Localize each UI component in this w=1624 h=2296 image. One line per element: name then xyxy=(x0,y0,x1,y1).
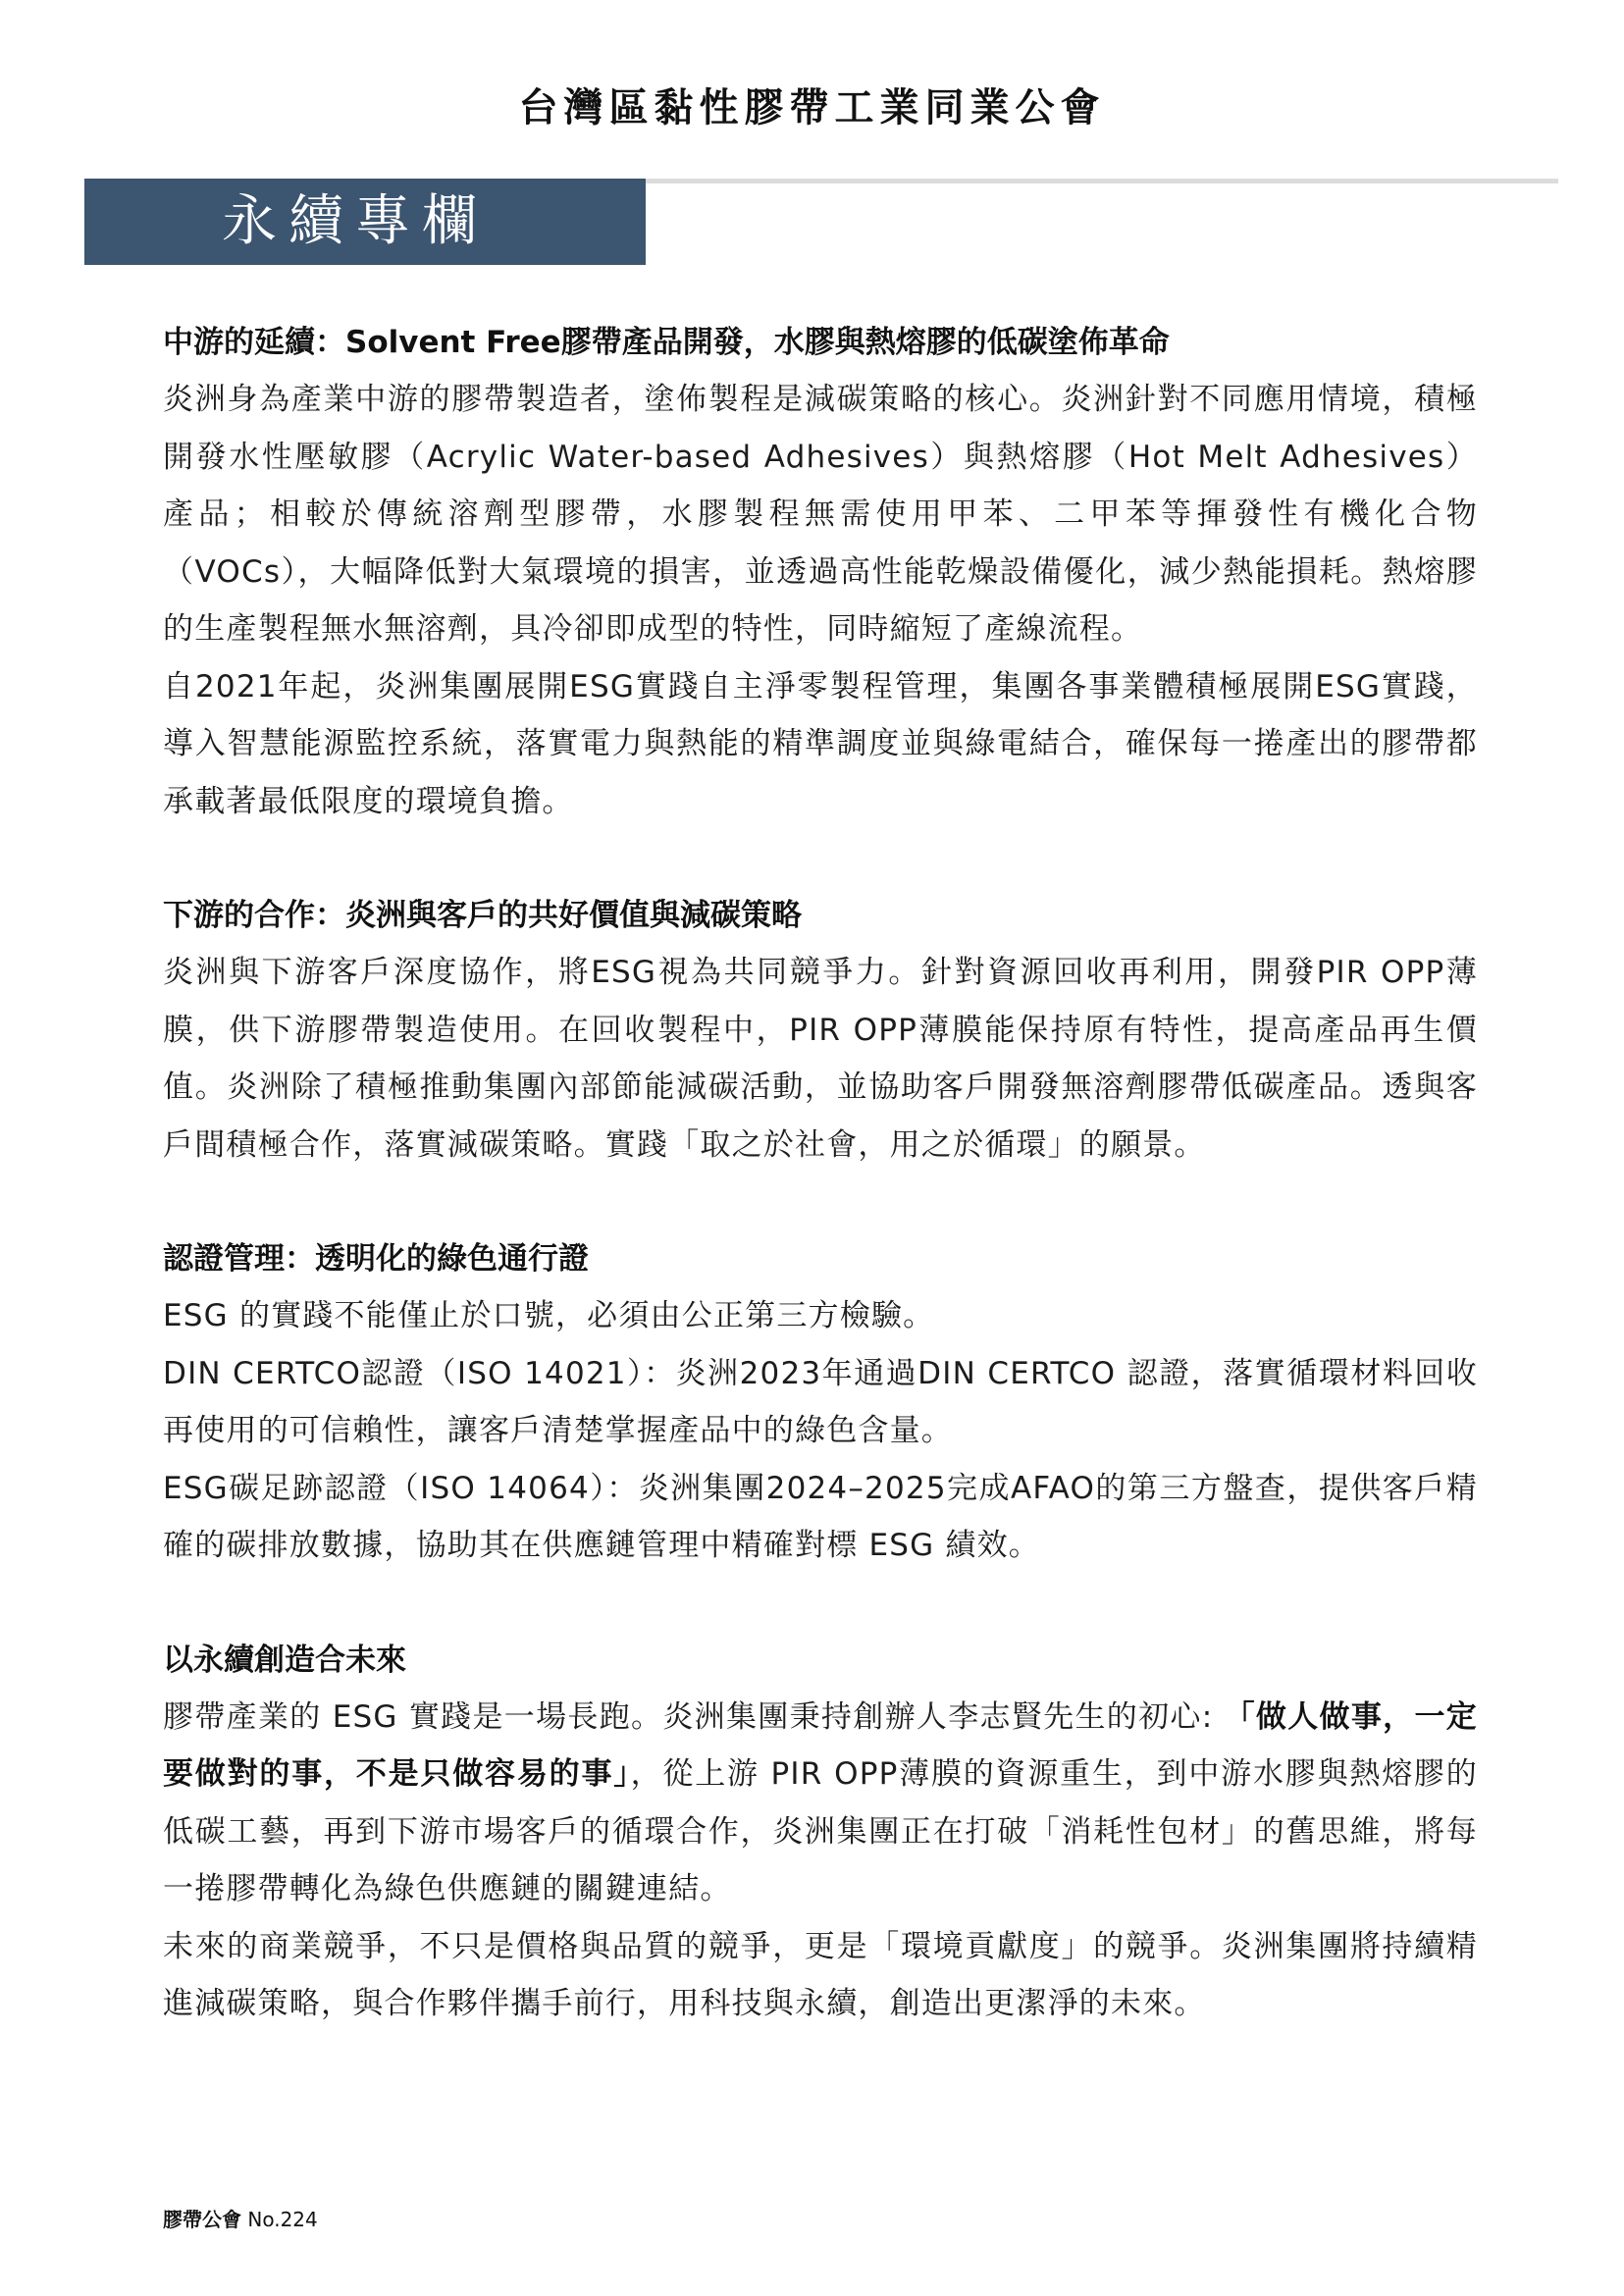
paragraph-tail: ，從上游 PIR OPP薄膜的資源重生，到中游水膠與熱熔膠的低碳工藝，再到下游市場客戶的循環合作，炎洲集團正在打破「消耗性包材」的舊思維，將每一捲膠帶轉化為綠色供應鏈的關鍵連結。 xyxy=(163,1756,1479,1906)
founder-quote: 「做人做事，一定要做對的事，不是只做容易的事」 xyxy=(163,1698,1478,1792)
section-heading: 下游的合作：炎洲與客戶的共好價值與減碳策略 xyxy=(163,898,802,933)
paragraph: ESG 的實踐不能僅止於口號，必須由公正第三方檢驗。 xyxy=(163,1298,935,1333)
section-midstream xyxy=(163,314,1478,830)
section-downstream xyxy=(163,887,1478,1174)
section-certification xyxy=(163,1230,1478,1575)
magazine-name: 膠帶公會 xyxy=(163,2208,241,2231)
column-title: 永續專欄 xyxy=(222,189,489,253)
paragraph: DIN CERTCO認證（ISO 14021）：炎洲2023年通過DIN CERTCO 認證，落實循環材料回收再使用的可信賴性，讓客戶清楚掌握產品中的綠色含量。 xyxy=(163,1355,1478,1448)
section-future xyxy=(163,1632,1478,2033)
paragraph: 炎洲身為產業中游的膠帶製造者，塗佈製程是減碳策略的核心。炎洲針對不同應用情境，積極開發水性壓敏膠（Acrylic Water-based Adhesives）與熱熔膠（Hot Melt Adhesives）產品；相較於傳統溶劑型膠帶，水膠製程無需使用甲苯、二甲苯等揮發性有機化合物（VOCs），大幅降低對大氣環境的損害，並透過高性能乾燥設備優化，減少熱能損耗。熱熔膠的生產製程無水無溶劑，具冷卻即成型的特性，同時縮短了產線流程。 xyxy=(163,382,1478,647)
section-heading: 以永續創造合未來 xyxy=(163,1642,406,1678)
paragraph: ESG碳足跡認證（ISO 14064）：炎洲集團2024–2025完成AFAO的第三方盤查，提供客戶精確的碳排放數據，協助其在供應鏈管理中精確對標 ESG 績效。 xyxy=(163,1470,1478,1563)
page-footer xyxy=(163,2204,318,2232)
paragraph xyxy=(163,1689,1478,1918)
paragraph: 自2021年起，炎洲集團展開ESG實踐自主淨零製程管理，集團各事業體積極展開ESG實踐，導入智慧能源監控系統，落實電力與熱能的精準調度並與綠電結合，確保每一捲產出的膠帶都承載著最低限度的環境負擔。 xyxy=(163,668,1478,819)
paragraph-lead: 膠帶產業的 ESG 實踐是一場長跑。炎洲集團秉持創辦人李志賢先生的初心: xyxy=(163,1698,1225,1735)
paragraph: 炎洲與下游客戶深度協作，將ESG視為共同競爭力。針對資源回收再利用，開發PIR OPP薄膜，供下游膠帶製造使用。在回收製程中，PIR OPP薄膜能保持原有特性，提高產品再生價值。炎洲除了積極推動集團內部節能減碳活動，並協助客戶開發無溶劑膠帶低碳產品。透與客戶間積極合作，落實減碳策略。實踐「取之於社會，用之於循環」的願景。 xyxy=(163,955,1478,1163)
column-banner xyxy=(84,179,646,265)
issue-number: No.224 xyxy=(247,2208,318,2231)
org-title: 台灣區黏性膠帶工業同業公會 xyxy=(518,85,1106,130)
paragraph: 未來的商業競爭，不只是價格與品質的競爭，更是「環境貢獻度」的競爭。炎洲集團將持續精進減碳策略，與合作夥伴攜手前行，用科技與永續，創造出更潔淨的未來。 xyxy=(163,1928,1478,2021)
section-heading: 中游的延續：Solvent Free膠帶產品開發，水膠與熱熔膠的低碳塗佈革命 xyxy=(163,325,1170,360)
article-body xyxy=(163,314,1478,2090)
section-heading: 認證管理：透明化的綠色通行證 xyxy=(163,1241,589,1277)
